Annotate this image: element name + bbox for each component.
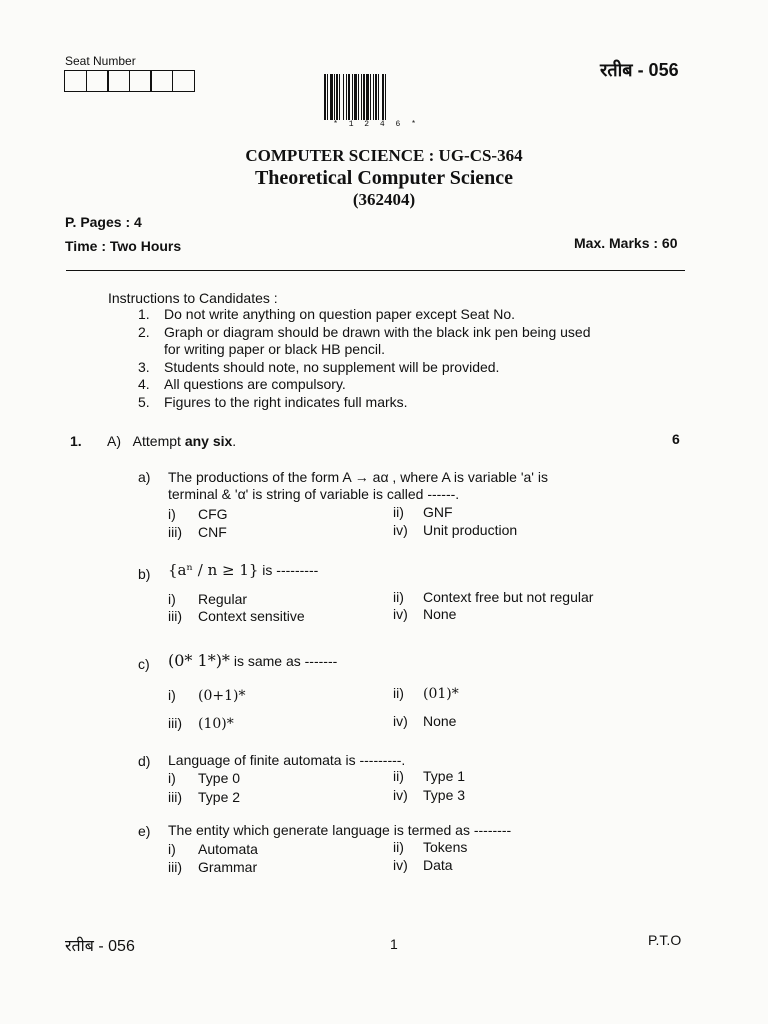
paper-code-number: (362404) [352,190,416,209]
option-item: ii) Tokens [393,839,468,855]
seat-number-box [150,70,173,92]
math-expression: {aⁿ / n ≥ 1} [168,561,259,579]
footer-paper-code: रतीब - 056 [65,938,135,955]
subquestion-suffix: is --------- [258,562,319,578]
instructions-list [138,306,678,411]
instruction-text: All questions are compulsory. [164,376,346,392]
option-item: iv) Type 3 [393,787,466,803]
paper-code: रतीब - 056 [600,60,679,80]
option-item: iv) Data [393,857,453,873]
footer-pto: P.T.O [648,932,682,948]
time-allowed: Time : Two Hours [65,238,182,254]
option-item: ii) GNF [393,504,453,520]
subquestion-letter: c) [138,656,150,672]
question-number: 1. [70,433,82,449]
seat-number-box [172,70,195,92]
part-bold-text: any six [184,433,233,449]
page-count: P. Pages : 4 [65,214,142,230]
instruction-number: 4. [138,376,150,392]
seat-number-box [86,70,109,92]
instruction-number: 2. [138,323,150,340]
subquestion-text [168,469,548,503]
option-item: iii) CNF [168,524,227,540]
option-item: i) Regular [168,591,248,607]
instruction-text: Figures to the right indicates full marks. [164,393,408,410]
instruction-item [138,359,678,377]
math-expression: (0* 1*)* [168,651,230,670]
instruction-text: for writing paper or black HB pencil. [164,341,385,357]
instruction-number: 1. [138,306,150,322]
instruction-item [138,306,678,324]
option-item: iii) Context sensitive [168,608,305,624]
subquestion-line: terminal & 'α' is string of variable is called ------. [168,486,460,502]
instruction-item-continuation [138,341,678,359]
option-item: iii) Type 2 [168,789,241,805]
subquestion-letter: e) [138,823,151,839]
paper-title: Theoretical Computer Science [254,167,514,189]
part-label: A) [107,433,121,449]
instructions-heading: Instructions to Candidates : [108,290,278,306]
instruction-number: 5. [138,393,150,410]
header-divider [66,270,685,271]
subquestion-letter: d) [138,753,151,769]
instruction-item [138,394,678,412]
question-marks: 6 [672,431,680,447]
part-text: Attempt [132,433,185,449]
seat-number-box [129,70,152,92]
option-item: i) Automata [168,841,258,857]
instruction-text: Students should note, no supplement will be provided. [164,358,500,375]
question-part-heading [107,433,236,449]
seat-number-box [64,70,87,92]
subquestion-suffix: is same as ------- [229,653,338,669]
subquestion-text: The entity which generate language is termed as -------- [168,822,512,838]
option-item: iv) None [393,713,457,729]
subquestion-text [168,652,337,670]
subquestion-line: The productions of the form A → aα , where A is variable 'a' is [168,469,548,485]
seat-number-label: Seat Number [65,54,136,68]
option-item: iv) None [393,606,457,622]
option-item: iii) Grammar [168,859,258,875]
option-item: i) (0+1)* [168,687,246,704]
part-text-end: . [232,433,237,449]
option-item: iv) Unit production [393,522,518,538]
option-item: iii) (10)* [168,715,234,732]
instruction-item [138,376,678,394]
subject-title: COMPUTER SCIENCE : UG-CS-364 [245,146,523,165]
subquestion-text: Language of finite automata is ---------. [168,752,406,768]
seat-number-boxes [64,70,195,92]
option-item: ii) Type 1 [393,768,466,784]
barcode-text: * 1 2 4 6 * [333,120,419,129]
subquestion-text [168,562,318,579]
option-item: i) Type 0 [168,770,241,786]
option-item: ii) Context free but not regular [393,589,594,605]
option-item: ii) (01)* [393,685,459,702]
subquestion-letter: a) [138,469,151,485]
subquestion-letter: b) [138,566,151,582]
seat-number-box [107,70,130,92]
instruction-item [138,324,678,342]
instruction-text: Graph or diagram should be drawn with the black ink pen being used [164,323,591,340]
footer-page-number: 1 [390,936,398,952]
instruction-text: Do not write anything on question paper except Seat No. [164,306,515,322]
barcode [322,74,430,120]
max-marks: Max. Marks : 60 [574,235,678,251]
option-item: i) CFG [168,506,228,522]
instruction-number: 3. [138,358,150,375]
